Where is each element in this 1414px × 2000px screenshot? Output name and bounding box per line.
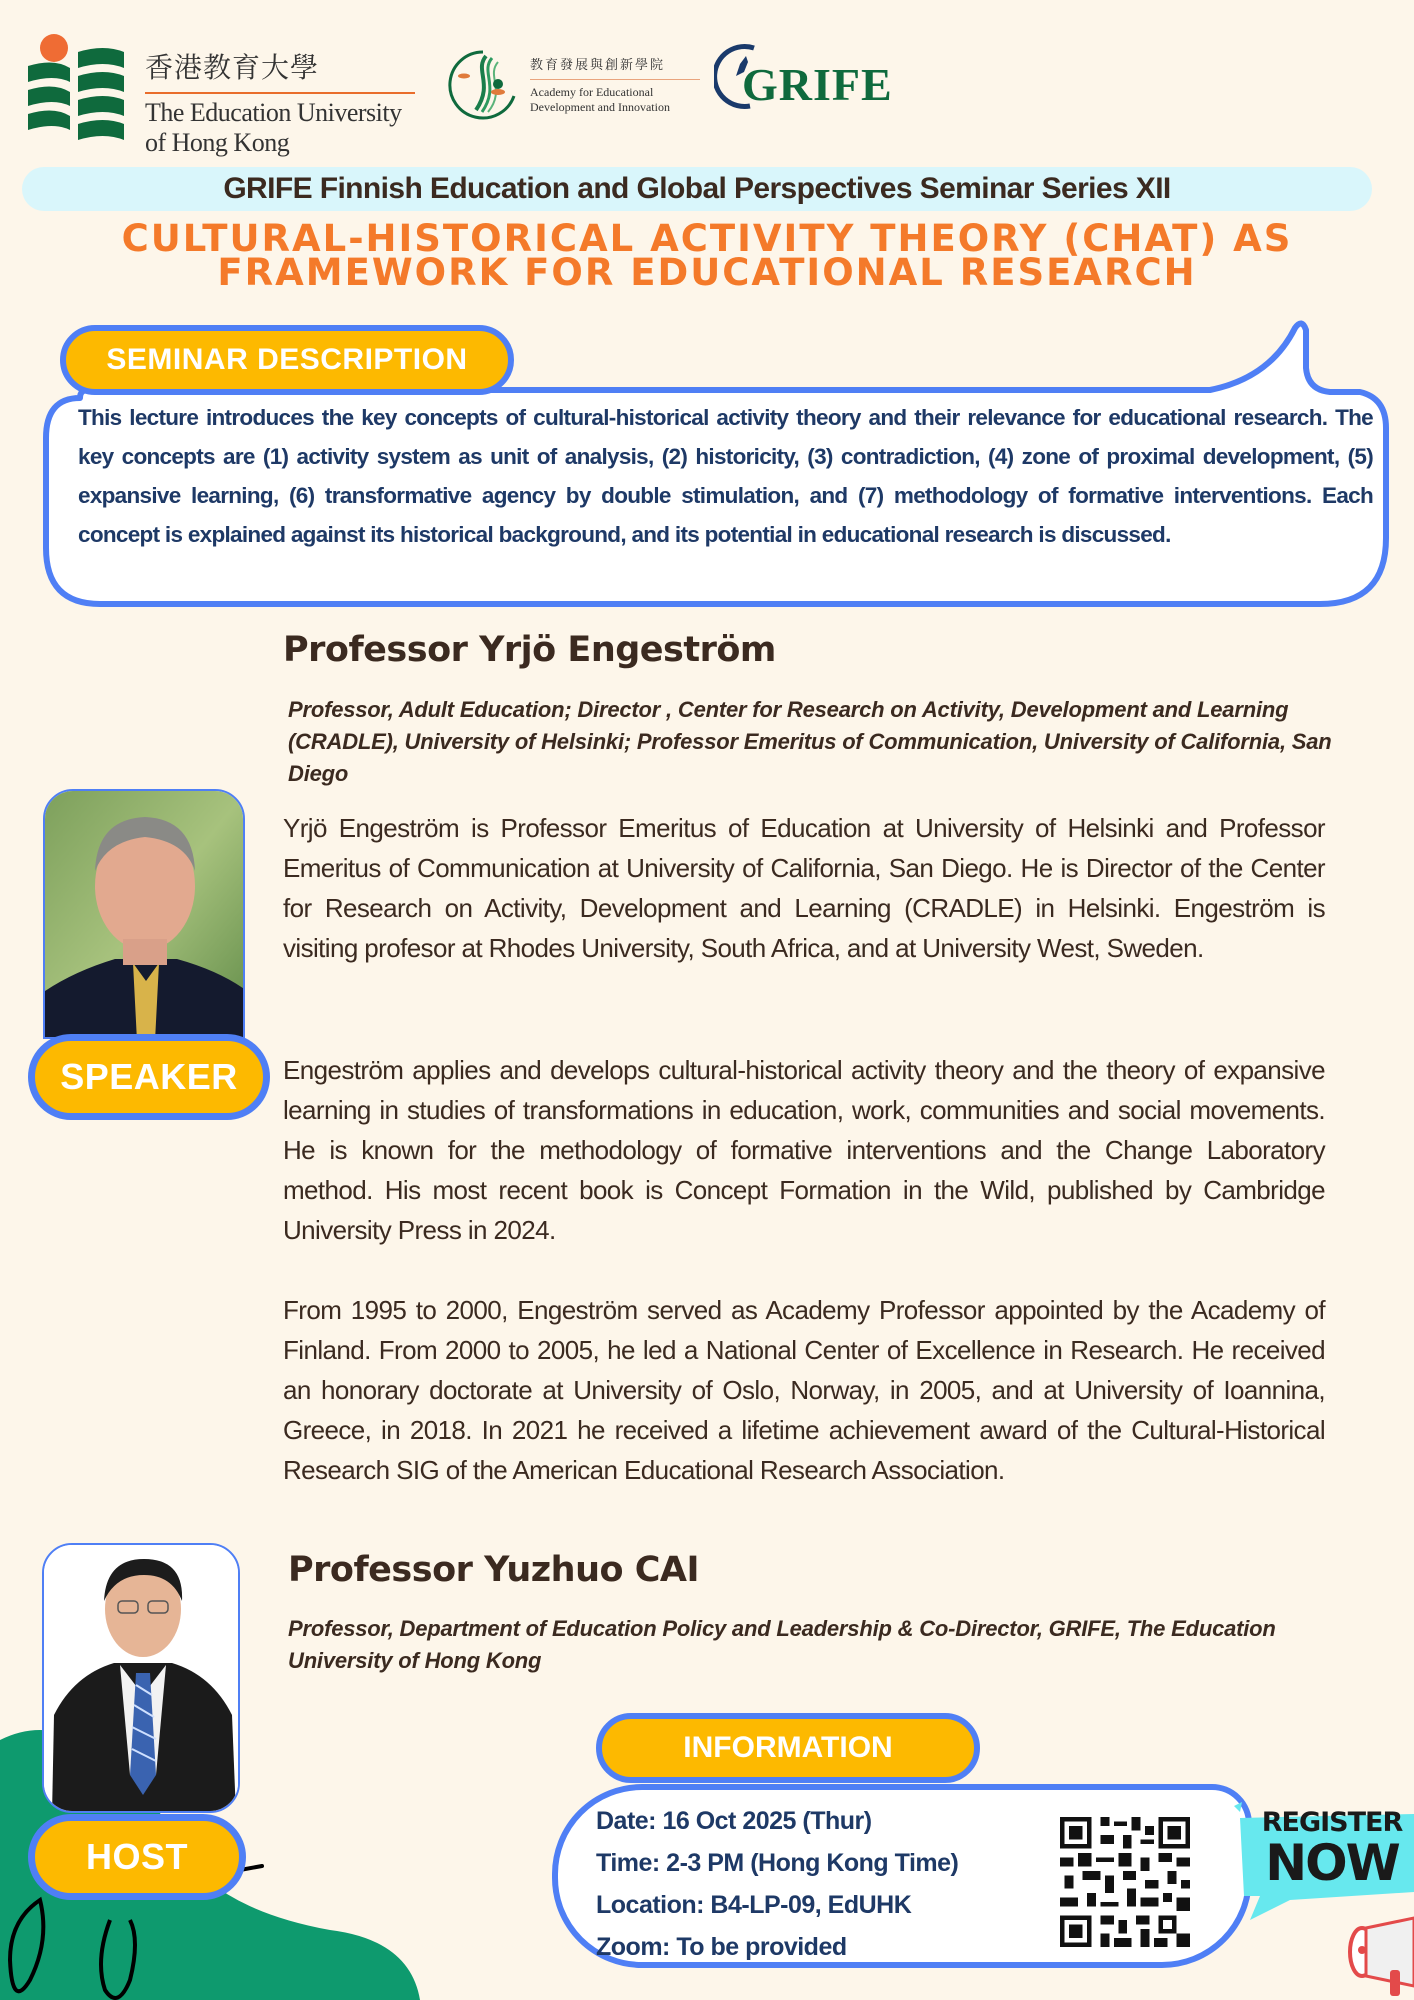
eduhk-name-en-2: of Hong Kong	[145, 128, 290, 157]
host-photo	[42, 1543, 240, 1813]
eduhk-name-zh: 香港教育大學	[145, 51, 320, 84]
eduhk-divider	[145, 92, 415, 94]
speaker-photo	[43, 789, 245, 1039]
speaker-portrait-icon	[45, 791, 245, 1039]
aedi-divider	[530, 79, 700, 80]
now-label: NOW	[1265, 1834, 1399, 1892]
seminar-title-line-2: FRAMEWORK FOR EDUCATIONAL RESEARCH	[217, 251, 1197, 294]
register-label: REGISTER	[1261, 1807, 1403, 1838]
register-now-button[interactable]	[1250, 1807, 1414, 1892]
aedi-name-en-2: Development and Innovation	[530, 100, 670, 114]
seminar-title	[0, 217, 1414, 294]
event-time: Time: 2-3 PM (Hong Kong Time)	[596, 1849, 959, 1877]
host-portrait-icon	[44, 1545, 240, 1813]
information-details	[596, 1800, 958, 1968]
event-location: Location: B4-LP-09, EdUHK	[596, 1891, 912, 1919]
registration-qr-code-icon[interactable]	[1060, 1817, 1190, 1947]
seminar-description-text: This lecture introduces the key concepts of cultural-historical activity theory and their relevance for educational research. The key concepts are (1) activity system as unit of analysis, (2) historicity, (3) contradiction, (4) zone of proximal development, (5) expansive learning, (6) transformative agency by double stimulation, and (7) methodology of formative interventions. Each concept is explained against its historical background, and its potential in educational research is discussed.	[78, 405, 1373, 547]
host-label: HOST	[28, 1814, 246, 1900]
grife-logo-icon	[714, 42, 914, 112]
speaker-bio-paragraph-3: From 1995 to 2000, Engeström served as Academy Professor appointed by the Academy of Finland. From 2000 to 2005, he led a National Center of Excellence in Research. He received an honorary doctorate at University of Oslo, Norway, in 2005, and at University of Ioannina, Greece, in 2018. In 2021 he received a lifetime achievement award of the Cultural-Historical Research SIG of the American Educational Research Association.	[283, 1295, 1325, 1485]
aedi-logo-icon	[446, 48, 520, 122]
information-label: INFORMATION	[596, 1713, 980, 1783]
aedi-name-en-1: Academy for Educational	[530, 85, 654, 99]
speaker-bio-paragraph-2: Engeström applies and develops cultural-historical activity theory and the theory of expansive learning in studies of transformations in education, work, communities and social movements. He is known for the methodology of formative interventions and the Change Laboratory method. His most recent book is Concept Formation in the Wild, published by Cambridge University Press in 2024.	[283, 1055, 1325, 1245]
eduhk-name-en-1: The Education University	[145, 98, 402, 127]
speaker-bio-paragraph-1: Yrjö Engeström is Professor Emeritus of Education at University of Helsinki and Professor Emeritus of Communication at University of California, San Diego. He is Director of the Center for Research on Activity, Development and Learning (CRADLE) in Helsinki. Engeström is visiting profesor at Rhodes University, South Africa, and at University West, Sweden.	[283, 813, 1325, 963]
host-title: Professor, Department of Education Policy and Leadership & Co-Director, GRIFE, The Education University of Hong Kong	[288, 1616, 1276, 1673]
seminar-description-label: SEMINAR DESCRIPTION	[60, 325, 514, 395]
aedi-name-zh: 教育發展與創新學院	[530, 58, 666, 73]
speaker-name: Professor Yrjö Engeström	[283, 630, 776, 670]
speaker-title: Professor, Adult Education; Director , Center for Research on Activity, Development and Learning (CRADLE), University of Helsinki; Professor Emeritus of Communication, University of California, San Diego	[288, 697, 1332, 786]
eduhk-wordmark	[145, 46, 415, 158]
megaphone-icon	[1350, 1918, 1414, 1996]
event-zoom: Zoom: To be provided	[596, 1933, 847, 1961]
eduhk-logo-icon	[24, 28, 134, 148]
host-name: Professor Yuzhuo CAI	[288, 1550, 700, 1590]
svg-text:GRIFE: GRIFE	[742, 59, 893, 110]
event-date: Date: 16 Oct 2025 (Thur)	[596, 1807, 872, 1835]
speaker-label: SPEAKER	[28, 1034, 270, 1120]
aedi-wordmark	[530, 54, 700, 115]
series-banner: GRIFE Finnish Education and Global Perspectives Seminar Series XII	[22, 167, 1372, 211]
seminar-title-line-1: CULTURAL-HISTORICAL ACTIVITY THEORY (CHAT) AS	[121, 217, 1293, 260]
